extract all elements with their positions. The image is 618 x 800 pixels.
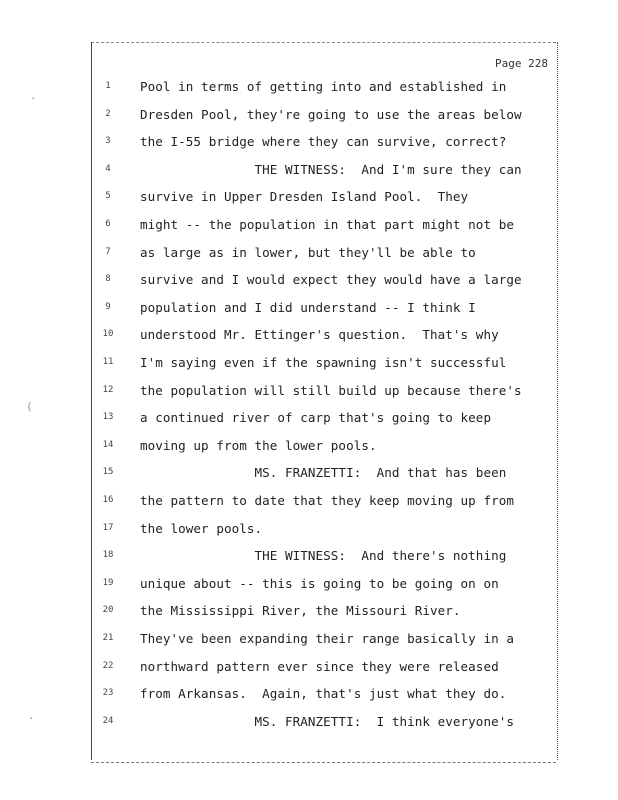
transcript-line: They've been expanding their range basically in a	[140, 631, 514, 646]
transcript-line: the population will still build up because there's	[140, 382, 522, 398]
line-number: 3	[105, 136, 111, 147]
transcript-line: MS. FRANZETTI: I think everyone's	[140, 713, 514, 729]
transcript-line: survive and I would expect they would have a large	[140, 272, 522, 288]
transcript-line: the lower pools.	[140, 520, 263, 536]
line-number: 12	[102, 384, 114, 395]
transcript-line: THE WITNESS: And I'm sure they can	[140, 161, 522, 177]
transcript-line: THE WITNESS: And there's nothing	[140, 548, 507, 564]
transcript-line: northward pattern ever since they were released	[140, 658, 499, 674]
line-number: 2	[105, 108, 111, 119]
line-number: 4	[105, 163, 111, 174]
scan-speck: ·	[30, 92, 37, 105]
line-number: 15	[102, 467, 114, 478]
line-number: 5	[105, 191, 111, 202]
line-number: 20	[102, 605, 114, 616]
transcript-line: a continued river of carp that's going to keep	[140, 410, 492, 426]
transcript-page-frame	[91, 42, 558, 760]
page-number: Page 228	[495, 57, 548, 70]
bottom-rule	[91, 762, 556, 763]
scan-speck: ·	[28, 712, 35, 725]
transcript-line: the I-55 bridge where they can survive, correct?	[140, 134, 507, 150]
transcript-line: moving up from the lower pools.	[140, 437, 377, 453]
transcript-line: population and I did understand -- I think I	[140, 299, 476, 315]
transcript-line: Pool in terms of getting into and established in	[140, 79, 507, 94]
transcript-line: understood Mr. Ettinger's question. That's why	[140, 327, 499, 343]
line-number: 1	[105, 81, 111, 91]
scan-speck: (	[26, 400, 33, 413]
line-number: 18	[102, 550, 114, 561]
line-number: 14	[102, 439, 114, 450]
line-number: 11	[102, 357, 114, 367]
line-number: 6	[105, 219, 111, 229]
line-number: 17	[102, 522, 114, 533]
transcript-line: Dresden Pool, they're going to use the areas below	[140, 106, 522, 122]
transcript-line: might -- the population in that part might not be	[140, 217, 514, 232]
line-number: 21	[102, 633, 114, 643]
transcript-line: as large as in lower, but they'll be able to	[140, 244, 476, 260]
line-number: 10	[102, 329, 114, 340]
transcript-line: the Mississippi River, the Missouri River.	[140, 603, 461, 619]
line-number: 22	[102, 660, 114, 671]
transcript-line: I'm saying even if the spawning isn't successful	[140, 355, 507, 370]
transcript-line: unique about -- this is going to be going on on	[140, 575, 499, 591]
transcript-line: from Arkansas. Again, that's just what they do.	[140, 686, 507, 702]
line-number: 24	[102, 715, 114, 726]
line-number: 23	[102, 688, 114, 699]
line-number: 9	[105, 301, 111, 312]
transcript-line: MS. FRANZETTI: And that has been	[140, 465, 507, 481]
line-number: 8	[105, 274, 111, 285]
line-number: 19	[102, 577, 114, 588]
transcript-line: survive in Upper Dresden Island Pool. They	[140, 189, 469, 205]
line-number: 16	[102, 495, 114, 505]
line-number: 13	[102, 412, 114, 423]
transcript-line: the pattern to date that they keep moving up from	[140, 493, 514, 508]
line-number: 7	[105, 246, 111, 257]
